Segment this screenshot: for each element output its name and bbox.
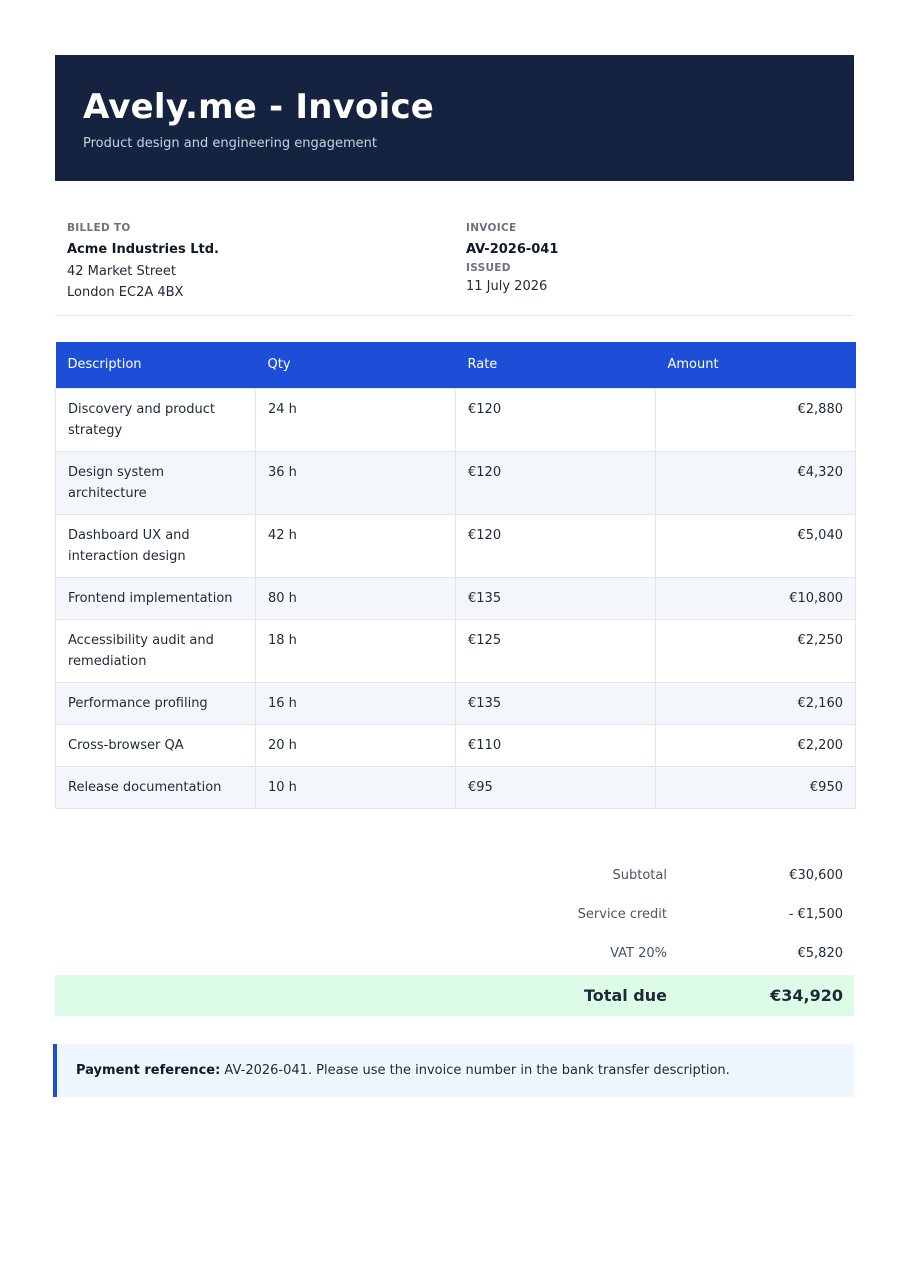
cell-rate: €135 — [456, 682, 656, 724]
column-header-amount: Amount — [656, 342, 856, 388]
cell-rate: €125 — [456, 619, 656, 682]
cell-amount: €2,200 — [656, 724, 856, 766]
cell-amount: €2,880 — [656, 388, 856, 451]
total-due-row — [55, 975, 854, 1016]
column-header-qty: Qty — [256, 342, 456, 388]
table-header-row — [56, 342, 856, 388]
payment-reference-label: Payment reference: — [76, 1063, 221, 1078]
cell-rate: €135 — [456, 577, 656, 619]
issued-date: 11 July 2026 — [466, 279, 548, 294]
vat-row — [55, 936, 854, 975]
cell-qty: 42 h — [256, 514, 456, 577]
cell-qty: 16 h — [256, 682, 456, 724]
cell-amount: €4,320 — [656, 451, 856, 514]
cell-amount: €5,040 — [656, 514, 856, 577]
table-row — [56, 577, 856, 619]
vat-value: €5,820 — [797, 946, 843, 961]
cell-rate: €120 — [456, 388, 656, 451]
cell-rate: €95 — [456, 766, 656, 808]
cell-description: Release documentation — [56, 766, 256, 808]
service-credit-row — [55, 897, 854, 936]
cell-rate: €110 — [456, 724, 656, 766]
issued-label: ISSUED — [466, 262, 511, 274]
cell-qty: 10 h — [256, 766, 456, 808]
invoice-info-block — [466, 220, 558, 297]
table-row — [56, 451, 856, 514]
billed-to-block — [67, 220, 219, 303]
cell-amount: €10,800 — [656, 577, 856, 619]
vat-label: VAT 20% — [610, 946, 667, 961]
total-due-value: €34,920 — [770, 986, 843, 1005]
page-title: Avely.me - Invoice — [83, 87, 435, 127]
invoice-meta — [55, 220, 854, 316]
client-address-line2: London EC2A 4BX — [67, 285, 184, 300]
cell-description: Cross-browser QA — [56, 724, 256, 766]
cell-rate: €120 — [456, 451, 656, 514]
totals-block — [55, 858, 854, 975]
total-due-label: Total due — [584, 986, 667, 1005]
client-company: Acme Industries Ltd. — [67, 242, 219, 257]
service-credit-value: - €1,500 — [788, 907, 843, 922]
cell-description: Accessibility audit and remediation — [56, 619, 256, 682]
column-header-description: Description — [56, 342, 256, 388]
billed-to-label: BILLED TO — [67, 222, 131, 234]
table-row — [56, 766, 856, 808]
subtotal-label: Subtotal — [612, 868, 667, 883]
line-items-table — [55, 342, 856, 809]
table-row — [56, 388, 856, 451]
cell-qty: 80 h — [256, 577, 456, 619]
table-row — [56, 724, 856, 766]
cell-amount: €2,160 — [656, 682, 856, 724]
cell-amount: €950 — [656, 766, 856, 808]
subtotal-value: €30,600 — [789, 868, 843, 883]
table-row — [56, 514, 856, 577]
cell-amount: €2,250 — [656, 619, 856, 682]
client-address-line1: 42 Market Street — [67, 264, 176, 279]
cell-description: Design system architecture — [56, 451, 256, 514]
column-header-rate: Rate — [456, 342, 656, 388]
payment-reference-note — [53, 1044, 854, 1097]
cell-qty: 20 h — [256, 724, 456, 766]
table-row — [56, 682, 856, 724]
cell-rate: €120 — [456, 514, 656, 577]
invoice-header — [55, 55, 854, 181]
table-row — [56, 619, 856, 682]
subtotal-row — [55, 858, 854, 897]
cell-description: Discovery and product strategy — [56, 388, 256, 451]
page-subtitle: Product design and engineering engagement — [83, 136, 377, 151]
cell-description: Frontend implementation — [56, 577, 256, 619]
cell-qty: 24 h — [256, 388, 456, 451]
cell-description: Dashboard UX and interaction design — [56, 514, 256, 577]
cell-qty: 18 h — [256, 619, 456, 682]
invoice-label: INVOICE — [466, 222, 517, 234]
payment-reference-text: AV-2026-041. Please use the invoice number in the bank transfer description. — [220, 1063, 730, 1078]
service-credit-label: Service credit — [577, 907, 667, 922]
cell-description: Performance profiling — [56, 682, 256, 724]
invoice-number: AV-2026-041 — [466, 242, 559, 257]
cell-qty: 36 h — [256, 451, 456, 514]
